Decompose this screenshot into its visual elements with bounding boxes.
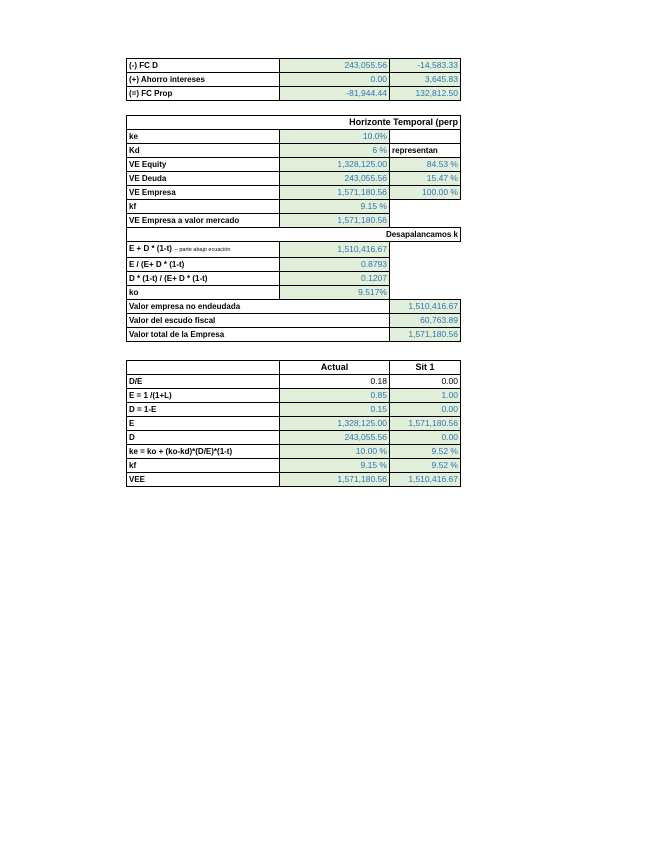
row-label: Valor total de la Empresa — [127, 328, 390, 342]
cell-value: 9.15 % — [280, 459, 390, 473]
cell-value: 0.00 — [390, 375, 461, 389]
row-label: (-) FC D — [127, 59, 280, 73]
row-label: VE Equity — [127, 158, 280, 172]
cell-empty — [390, 258, 461, 272]
cell-value: 0.00 — [280, 73, 390, 87]
cell-value: 1,571,180.56 — [280, 186, 390, 200]
cell-value: 132,812.50 — [390, 87, 461, 101]
cell-value: 0.1207 — [280, 272, 390, 286]
cell-value: 10.0% — [280, 130, 390, 144]
table-row — [127, 403, 461, 417]
cell-value: 9.52 % — [390, 459, 461, 473]
row-label: VE Empresa a valor mercado — [127, 214, 280, 228]
row-label: Valor empresa no endeudada — [127, 300, 390, 314]
column-header-actual: Actual — [280, 361, 390, 375]
cell-value: 1,510,416.67 — [390, 473, 461, 487]
table-row — [127, 144, 461, 158]
cell-value: 9.15 % — [280, 200, 390, 214]
cell-empty — [390, 286, 461, 300]
cell-value: 10.00 % — [280, 445, 390, 459]
comparativa-table — [126, 360, 461, 487]
row-label: E — [127, 417, 280, 431]
cell-empty — [390, 272, 461, 286]
table-row — [127, 228, 461, 242]
row-label: E = 1 /(1+L) — [127, 389, 280, 403]
cell-value: 1,571,180.56 — [280, 473, 390, 487]
row-label: kf — [127, 200, 280, 214]
table-row — [127, 87, 461, 101]
cell-value: 1,510,416.67 — [280, 242, 390, 258]
table-row — [127, 130, 461, 144]
row-label: E / (E+ D * (1-t) — [127, 258, 280, 272]
horizonte-title: Horizonte Temporal (perp — [127, 116, 461, 130]
cell-empty — [390, 242, 461, 258]
note-cell: representan — [390, 144, 461, 158]
row-label: ke = ko + (ko-kd)*(D/E)*(1-t) — [127, 445, 280, 459]
table-row — [127, 59, 461, 73]
desapalancamos-note: Desapalancamos k — [127, 228, 461, 242]
table-row — [127, 375, 461, 389]
row-label: VE Empresa — [127, 186, 280, 200]
table-header-row — [127, 361, 461, 375]
cell-value: 243,055.56 — [280, 431, 390, 445]
table-row — [127, 389, 461, 403]
table-row — [127, 272, 461, 286]
row-label: Kd — [127, 144, 280, 158]
table-row — [127, 286, 461, 300]
row-label — [127, 242, 280, 258]
cell-value: 1,571,180.56 — [390, 417, 461, 431]
cell-value: 1,510,416.67 — [390, 300, 461, 314]
cell-value: 1,571,180.56 — [280, 214, 390, 228]
cell-value: 243,055.56 — [280, 59, 390, 73]
table-row — [127, 431, 461, 445]
cell-value: 1,328,125.00 — [280, 417, 390, 431]
table-row — [127, 328, 461, 342]
formula-label: E + D * (1-t) — [129, 244, 172, 253]
cell-empty — [390, 200, 461, 214]
row-label: ko — [127, 286, 280, 300]
cell-value: 15.47 % — [390, 172, 461, 186]
cell-value: 0.15 — [280, 403, 390, 417]
cell-value: 9.52 % — [390, 445, 461, 459]
row-label: ke — [127, 130, 280, 144]
table-header-row — [127, 116, 461, 130]
column-header-sit1: Sit 1 — [390, 361, 461, 375]
cell-value: 100.00 % — [390, 186, 461, 200]
table-row — [127, 172, 461, 186]
table-row — [127, 417, 461, 431]
table-row — [127, 158, 461, 172]
row-label: VEE — [127, 473, 280, 487]
cell-value: 1,571,180.56 — [390, 328, 461, 342]
table-row — [127, 73, 461, 87]
row-label: kf — [127, 459, 280, 473]
table-row — [127, 473, 461, 487]
fc-table — [126, 58, 461, 101]
table-row — [127, 214, 461, 228]
cell-value: 243,055.56 — [280, 172, 390, 186]
row-label: VE Deuda — [127, 172, 280, 186]
cell-value: 6 % — [280, 144, 390, 158]
row-label: (=) FC Prop — [127, 87, 280, 101]
cell-value: 0.18 — [280, 375, 390, 389]
table-row — [127, 186, 461, 200]
row-label: Valor del escudo fiscal — [127, 314, 390, 328]
table-row — [127, 459, 461, 473]
cell-value: 0.8793 — [280, 258, 390, 272]
table-row — [127, 258, 461, 272]
cell-value: 0.00 — [390, 431, 461, 445]
cell-value: 3,645.83 — [390, 73, 461, 87]
table-row — [127, 300, 461, 314]
formula-note: -- parte abajo ecuación — [174, 247, 231, 253]
cell-value: -81,944.44 — [280, 87, 390, 101]
row-label: (+) Ahorro intereses — [127, 73, 280, 87]
table-row — [127, 200, 461, 214]
horizonte-table — [126, 115, 461, 342]
cell-empty — [390, 130, 461, 144]
row-label: D * (1-t) / (E+ D * (1-t) — [127, 272, 280, 286]
cell-empty — [390, 214, 461, 228]
cell-value: 9.517% — [280, 286, 390, 300]
table-row — [127, 314, 461, 328]
cell-value: 60,763.89 — [390, 314, 461, 328]
cell-value: 84.53 % — [390, 158, 461, 172]
table-row — [127, 242, 461, 258]
cell-value: -14,583.33 — [390, 59, 461, 73]
row-label: D/E — [127, 375, 280, 389]
row-label: D — [127, 431, 280, 445]
table-row — [127, 445, 461, 459]
header-empty — [127, 361, 280, 375]
row-label: D = 1-E — [127, 403, 280, 417]
cell-value: 0.85 — [280, 389, 390, 403]
cell-value: 0.00 — [390, 403, 461, 417]
cell-value: 1.00 — [390, 389, 461, 403]
cell-value: 1,328,125.00 — [280, 158, 390, 172]
